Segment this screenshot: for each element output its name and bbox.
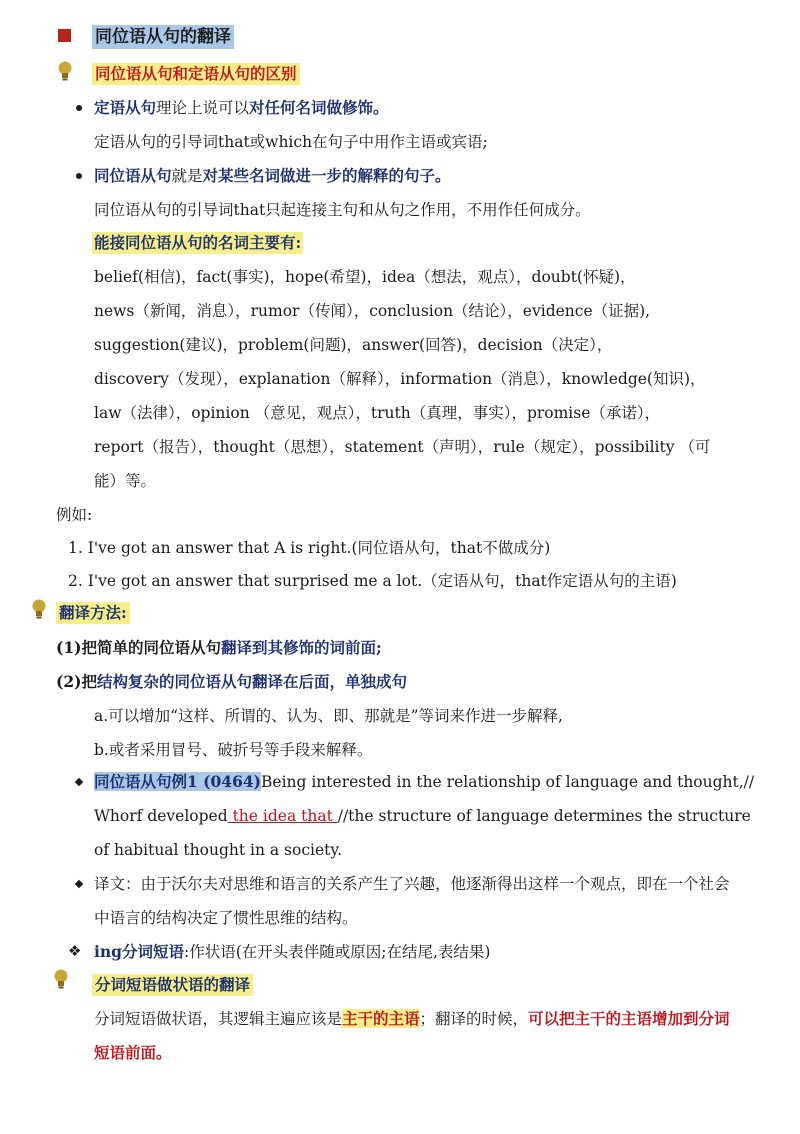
method-2a: a.可以增加“这样、所谓的、认为、即、那就是”等词来作进一步解释, xyxy=(94,707,563,725)
participle-desc-line2: 短语前面。 xyxy=(94,1043,172,1062)
text-emph: 对某些名词做进一步的解释的句子。 xyxy=(202,166,451,185)
text-emph: 结构复杂的同位语从句翻译在后面，单独成句 xyxy=(96,672,407,691)
text: (1)把简单的同位语从句 xyxy=(56,638,221,657)
section-title-participle: 分词短语做状语的翻译 xyxy=(92,974,253,996)
noun-list-line: report（报告），thought（思想），statement（声明），rule（规定），possibility （可 xyxy=(94,438,711,456)
noun-list-line: law（法律），opinion （意见，观点），truth（真理，事实），promise（承诺）， xyxy=(94,404,661,422)
bullet-appositive xyxy=(94,165,451,187)
highlight-main-subject: 主干的主语 xyxy=(342,1009,420,1028)
term-attributive: 定语从句 xyxy=(94,98,157,117)
text: :作状语(在开头表伴随或原因;在结尾,表结果) xyxy=(184,943,491,961)
bullet-dot xyxy=(76,105,82,111)
translation-line2: 中语言的结构决定了惯性思维的结构。 xyxy=(94,909,358,927)
term-appositive: 同位语从句 xyxy=(94,166,172,185)
noun-list-line: 能）等。 xyxy=(94,472,157,490)
text-emph: 对任何名词做修饰。 xyxy=(249,98,389,117)
bullet-attributive xyxy=(94,97,389,119)
lightbulb-icon xyxy=(56,60,74,82)
translation-line1: 译文：由于沃尔夫对思维和语言的关系产生了兴趣，他逐渐得出这样一个观点，即在一个社会 xyxy=(94,875,730,893)
example-text: I've got an answer that A is right.(同位语从句，that不做成分) xyxy=(87,539,551,557)
section-title-difference: 同位语从句和定语从句的区别 xyxy=(92,63,300,85)
text: 分词短语做状语，其逻辑主遍应该是 xyxy=(94,1010,343,1028)
lightbulb-icon xyxy=(30,598,48,620)
attributive-desc: 定语从句的引导词that或which在句子中用作主语或宾语; xyxy=(94,133,488,151)
example-sentence-line3: of habitual thought in a society. xyxy=(94,841,343,859)
lightbulb-icon xyxy=(52,968,70,990)
text-emph: 可以把主干的主语增加到分词 xyxy=(528,1009,730,1028)
example-sentence-line1 xyxy=(94,771,754,793)
bullet-dot xyxy=(76,173,82,179)
example-number: 2. xyxy=(68,572,83,590)
four-diamond-icon: ❖ xyxy=(68,942,82,960)
noun-list-line: news（新闻，消息），rumor（传闻），conclusion（结论），evidence（证据), xyxy=(94,302,651,320)
text: (2)把 xyxy=(56,672,97,691)
method-title: 翻译方法: xyxy=(56,602,130,624)
noun-list-line: belief(相信)，fact(事实)，hope(希望)，idea（想法，观点），doubt(怀疑)， xyxy=(94,268,636,286)
example-label-highlight: 同位语从句例1 (0464) xyxy=(94,772,261,791)
underlined-phrase: the idea that xyxy=(227,807,338,825)
example-text: I've got an answer that surprised me a lot.（定语从句，that作定语从句的主语) xyxy=(87,572,677,590)
example-number: 1. xyxy=(68,539,83,557)
text: ；翻译的时候， xyxy=(419,1010,529,1028)
text-emph: ing分词短语 xyxy=(94,942,184,961)
text: //the structure of language determines the structure xyxy=(337,807,751,825)
noun-list-line: suggestion(建议)，problem(问题)，answer(回答)，decision（决定）， xyxy=(94,336,613,354)
text-emph: 翻译到其修饰的词前面; xyxy=(220,638,382,657)
text: Being interested in the relationship of language and thought,// xyxy=(261,773,755,791)
noun-list-line: discovery（发现），explanation（解释），information（消息），knowledge(知识)， xyxy=(94,370,706,388)
heading-square-bullet xyxy=(58,29,71,42)
example-sentence-line2 xyxy=(94,805,751,827)
participle-desc-line1 xyxy=(94,1008,730,1030)
example-item xyxy=(68,570,677,592)
diamond-bullet xyxy=(75,778,83,786)
method-2 xyxy=(56,671,407,693)
text: Whorf developed xyxy=(94,807,228,825)
method-1 xyxy=(56,637,382,659)
method-2b: b.或者采用冒号、破折号等手段来解释。 xyxy=(94,741,373,759)
text: 理论上说可以 xyxy=(156,99,250,117)
diamond-bullet xyxy=(75,880,83,888)
ing-phrase-line xyxy=(94,941,490,963)
example-label: 例如: xyxy=(56,506,93,524)
appositive-desc: 同位语从句的引导词that只起连接主句和从句之作用，不用作任何成分。 xyxy=(94,201,591,219)
nouns-title: 能接同位语从句的名词主要有: xyxy=(94,233,302,252)
page-title: 同位语从句的翻译 xyxy=(92,25,234,49)
example-item xyxy=(68,537,550,559)
text: 就是 xyxy=(171,167,203,185)
